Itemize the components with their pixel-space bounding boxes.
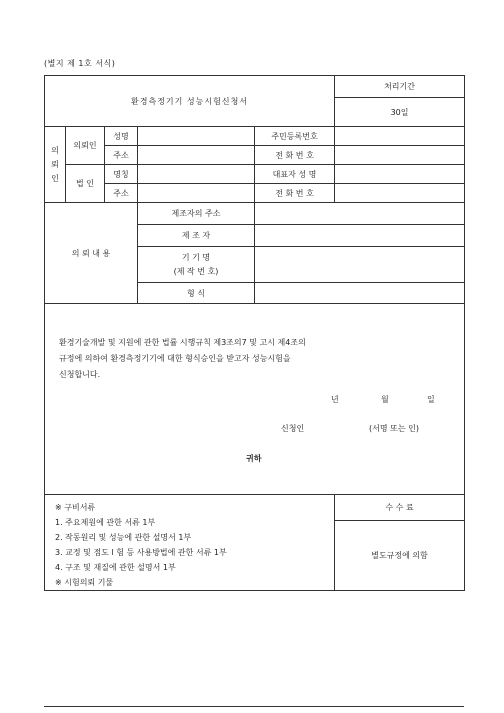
person-phone-label: 전 화 번 호 xyxy=(255,146,335,165)
applicant-char-3: 인 xyxy=(51,173,59,183)
fee-label: 수 수 료 xyxy=(335,495,465,521)
person-address-field[interactable] xyxy=(138,146,255,165)
person-id-label: 주민등록번호 xyxy=(255,127,335,146)
form-number-label: (별지 제 1호 서식) xyxy=(44,59,116,68)
model-field[interactable] xyxy=(255,283,465,304)
corporation-label: 법 인 xyxy=(66,165,105,203)
maker-label: 제 조 자 xyxy=(138,225,255,247)
maker-address-label: 제조자의 주소 xyxy=(138,203,255,225)
form-title: 환경측정기기 성능시험신청서 xyxy=(45,76,335,127)
attachments-area xyxy=(45,495,335,591)
attachment-item: 3. 교정 및 점도 l 험 등 사용방법에 관한 서류 1부 xyxy=(55,548,227,557)
attachment-item: 4. 구조 및 재질에 관한 설명서 1부 xyxy=(55,563,176,572)
maker-address-field[interactable] xyxy=(255,203,465,225)
applicant-group-label xyxy=(45,127,66,203)
person-name-label: 성명 xyxy=(105,127,138,146)
applicant-char-2: 뢰 xyxy=(51,159,59,169)
processing-period-value: 30일 xyxy=(335,98,465,127)
date-day-label: 일 xyxy=(427,395,435,404)
request-group-label: 의 뢰 내 용 xyxy=(45,203,138,304)
device-name-label xyxy=(138,247,255,283)
person-id-field[interactable] xyxy=(335,127,465,146)
signature-or-seal-label: (서명 또는 인) xyxy=(369,424,419,433)
application-form xyxy=(44,75,465,646)
statement-line-1: 환경기술개발 및 지원에 관한 법률 시행규칙 제3조의7 및 고시 제4조의 xyxy=(59,338,306,347)
applicant-char-1: 의 xyxy=(51,145,59,155)
attachment-item: 1. 주요제원에 관한 서류 1부 xyxy=(55,518,156,527)
statement-line-2: 규정에 의하여 환경측정기기에 대한 형식승인을 받고자 성능시험을 xyxy=(59,354,291,363)
attachment-item: 2. 작동원리 및 성능에 관한 설명서 1부 xyxy=(55,533,192,542)
corporation-name-label: 명칭 xyxy=(105,165,138,184)
maker-field[interactable] xyxy=(255,225,465,247)
corporation-address-label: 주소 xyxy=(105,184,138,203)
attachment-list xyxy=(45,500,334,590)
person-label: 의뢰인 xyxy=(66,127,105,165)
fee-value: 별도규정에 의함 xyxy=(335,520,465,590)
serial-number-text: (제 작 번 호) xyxy=(173,266,219,276)
corporation-address-field[interactable] xyxy=(138,184,255,203)
corporation-name-field[interactable] xyxy=(138,165,255,184)
applicant-signature-label: 신청인 xyxy=(281,424,305,433)
device-name-field[interactable] xyxy=(255,247,465,283)
recipient-label: 귀하 xyxy=(246,454,262,463)
form-bottom-border xyxy=(44,706,464,707)
model-label: 형 식 xyxy=(138,283,255,304)
attachment-note: ※ 시험의뢰 기물 xyxy=(55,578,114,587)
representative-label: 대표자 성 명 xyxy=(255,165,335,184)
person-name-field[interactable] xyxy=(138,127,255,146)
corporation-phone-field[interactable] xyxy=(335,184,465,203)
date-month-label: 월 xyxy=(381,395,389,404)
form-bottom-space xyxy=(45,591,465,646)
representative-field[interactable] xyxy=(335,165,465,184)
device-name-text: 기 기 명 xyxy=(181,252,211,262)
person-address-label: 주소 xyxy=(105,146,138,165)
attachment-heading: ※ 구비서류 xyxy=(55,503,96,512)
person-phone-field[interactable] xyxy=(335,146,465,165)
corporation-phone-label: 전 화 번 호 xyxy=(255,184,335,203)
date-year-label: 년 xyxy=(331,395,339,404)
statement-area xyxy=(45,304,465,495)
processing-period-label: 처리기간 xyxy=(335,76,465,98)
statement-line-3: 신청합니다. xyxy=(59,370,101,379)
